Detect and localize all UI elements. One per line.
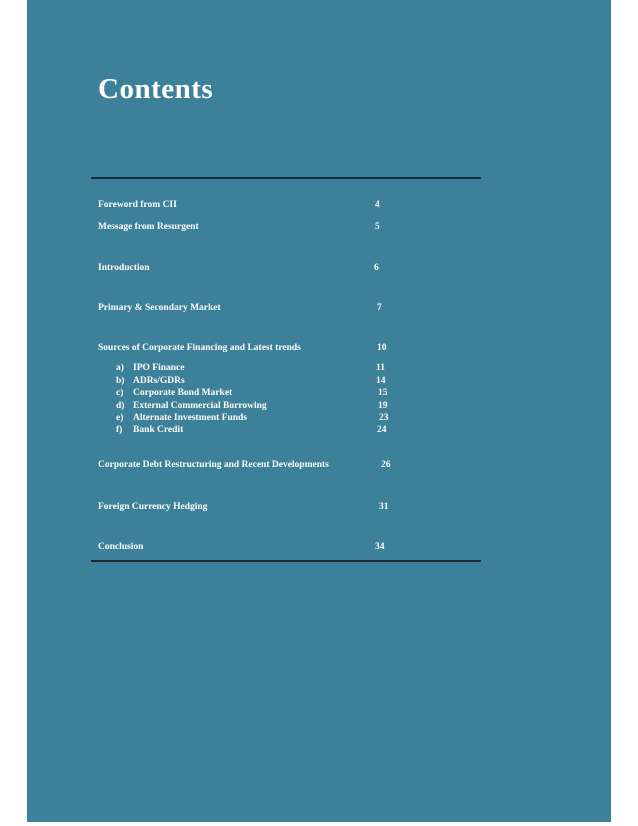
toc-entry-page: 6 [374,263,379,273]
toc-entry-label: Message from Resurgent [98,222,199,232]
toc-entry-label: Primary & Secondary Market [98,303,221,313]
toc-entry-message[interactable] [98,220,638,234]
toc-subentry-ipo-finance[interactable] [98,361,638,375]
toc-subentry-corporate-bond-market[interactable] [98,386,638,400]
bottom-divider [91,560,481,562]
toc-subentry-label: IPO Finance [133,363,185,373]
toc-entry-page: 31 [379,502,389,512]
toc-subentry-page: 11 [376,363,385,373]
page-title: Contents [98,73,214,105]
toc-subentry-label: Corporate Bond Market [133,388,233,398]
toc-entry-page: 34 [375,542,385,552]
toc-subentry-label: ADRs/GDRs [133,376,185,386]
toc-subentry-label: Alternate Investment Funds [133,413,247,423]
toc-subentry-page: 15 [378,388,388,398]
toc-entry-label: Corporate Debt Restructuring and Recent Developments [98,460,329,470]
toc-subentry-letter: c) [116,388,124,398]
toc-entry-label: Introduction [98,263,150,273]
toc-entry-label: Foreword from CII [98,200,177,210]
toc-subentry-letter: d) [116,401,125,411]
toc-entry-page: 10 [377,343,387,353]
toc-subentry-letter: b) [116,376,125,386]
toc-subentry-page: 24 [377,425,387,435]
toc-subentry-page: 14 [376,376,386,386]
toc-entry-primary-secondary-market[interactable] [98,301,638,315]
toc-entry-label: Foreign Currency Hedging [98,502,208,512]
toc-entry-sources-of-financing[interactable] [98,341,638,355]
toc-entry-introduction[interactable] [98,261,638,275]
toc-subentry-bank-credit[interactable] [98,423,638,437]
toc-entry-page: 26 [381,460,391,470]
toc-subentry-letter: f) [116,425,123,435]
toc-entry-page: 5 [375,222,380,232]
toc-subentry-page: 19 [378,401,388,411]
top-divider [91,177,481,179]
toc-entry-conclusion[interactable] [98,540,638,554]
toc-subentry-label: External Commercial Borrowing [133,401,267,411]
toc-entry-foreign-currency-hedging[interactable] [98,500,638,514]
toc-entry-page: 4 [375,200,380,210]
toc-entry-foreword[interactable] [98,198,638,212]
toc-entry-page: 7 [377,303,382,313]
toc-subentry-letter: a) [116,363,124,373]
toc-entry-label: Conclusion [98,542,144,552]
toc-subentry-label: Bank Credit [133,425,184,435]
toc-entry-corporate-debt-restructuring[interactable] [98,458,638,472]
toc-subentry-page: 23 [379,413,389,423]
toc-subentry-letter: e) [116,413,124,423]
toc-entry-label: Sources of Corporate Financing and Latest trends [98,343,301,353]
